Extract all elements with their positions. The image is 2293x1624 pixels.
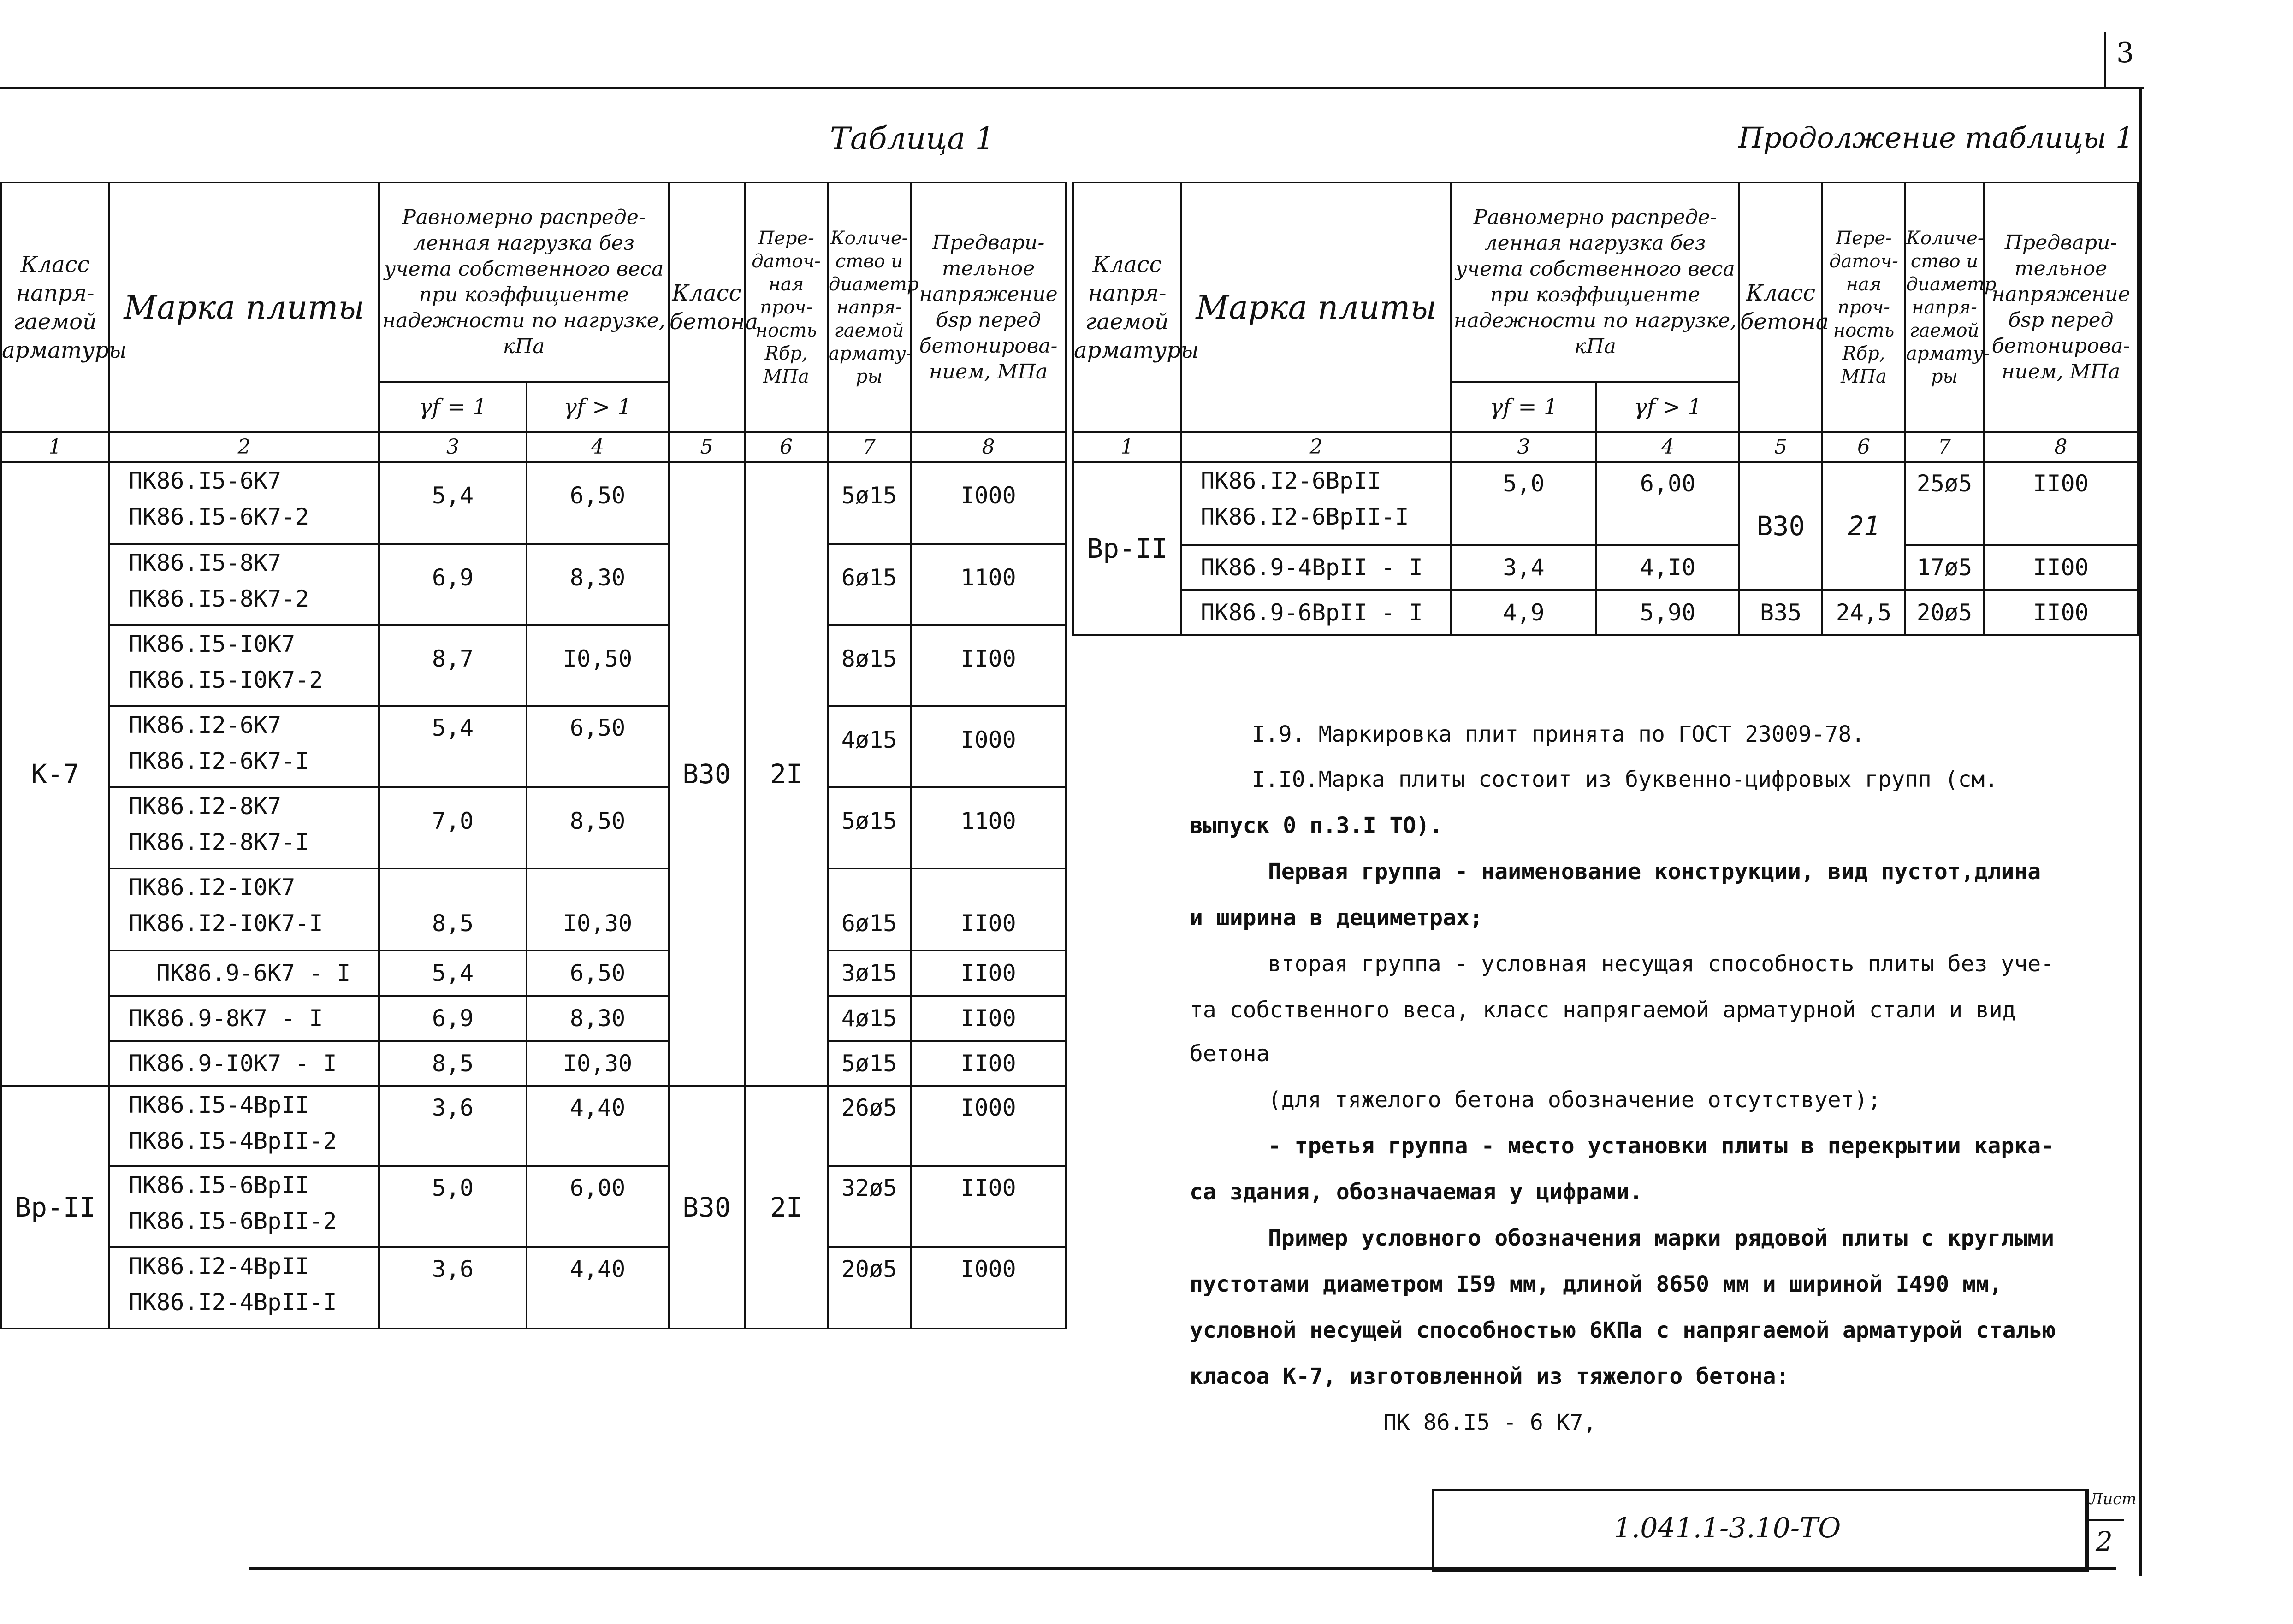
- column-numbers-row: [1, 432, 1066, 462]
- prestress: II00: [911, 1041, 1066, 1086]
- header-concrete-class: Класс бетона: [1739, 183, 1822, 432]
- load-gf2: 4,I0: [1596, 545, 1739, 590]
- prestress: II00: [1984, 545, 2138, 590]
- col-num: 7: [828, 432, 911, 462]
- mark-cell: ПК86.9-6К7 - I: [109, 951, 379, 996]
- col-num: 4: [527, 432, 669, 462]
- mark-cell: ПК86.I5-I0К7 ПК86.I5-I0К7-2: [109, 625, 379, 706]
- header-transfer-strength: Пере-даточ-ная проч-ность Rбр, МПа: [1822, 183, 1905, 432]
- rebar-count: 5ø15: [828, 1041, 911, 1086]
- prestress: I000: [911, 1247, 1066, 1329]
- mark-cell: ПК86.9-6ВрII - I: [1181, 590, 1451, 635]
- load-gf1: 5,4: [379, 462, 527, 544]
- paragraph-1-10-line1: I.I0.Марка плиты состоит из буквенно-цифровых групп (см.: [1252, 767, 1998, 792]
- table-row: [1, 706, 1066, 787]
- rebar-count: 6ø15: [828, 868, 911, 951]
- paragraph-second-group-line2: та собственного веса, класс напрягаемой арматурной стали и вид: [1190, 997, 2016, 1023]
- transfer-strength: 2I: [745, 1086, 828, 1329]
- load-gf2: 8,50: [527, 787, 669, 868]
- mark-cell: ПК86.I5-8К7 ПК86.I5-8К7-2: [109, 544, 379, 625]
- rebar-class-k7: К-7: [1, 462, 109, 1086]
- paragraph-example-line1: Пример условного обозначения марки рядовой плиты с круглыми: [1268, 1225, 2055, 1251]
- bottom-frame-line: [249, 1567, 2116, 1570]
- load-gf1: 6,9: [379, 544, 527, 625]
- table-row: [1, 625, 1066, 706]
- page-number: 3: [2116, 37, 2134, 69]
- rebar-count: 32ø5: [828, 1166, 911, 1247]
- rebar-class-bp: Вр-II: [1073, 462, 1181, 635]
- load-gf1: 5,4: [379, 951, 527, 996]
- paragraph-second-group-line3: бетона: [1190, 1041, 1270, 1067]
- table1: [0, 182, 1067, 1329]
- mark-cell: ПК86.I2-8К7 ПК86.I2-8К7-I: [109, 787, 379, 868]
- column-numbers-row: [1073, 432, 2138, 462]
- col-num: 5: [669, 432, 745, 462]
- table-row: [1, 462, 1066, 544]
- rebar-count: 5ø15: [828, 462, 911, 544]
- prestress: II00: [911, 868, 1066, 951]
- header-concrete-class: Класс бетона: [669, 183, 745, 432]
- col-num: 6: [1822, 432, 1905, 462]
- stamp-sheet-divider: [2085, 1489, 2087, 1570]
- header-rebar-class: Класс напря-гаемой арматуры: [1, 183, 109, 432]
- top-frame-line: [0, 87, 2144, 89]
- transfer-strength: 21: [1822, 462, 1905, 590]
- header-prestress: Предвари-тельное напряжение бsp перед бетонирова-нием, МПа: [911, 183, 1066, 432]
- table-row: [1, 1247, 1066, 1329]
- mark-cell: ПК86.9-4ВрII - I: [1181, 545, 1451, 590]
- rebar-count: 5ø15: [828, 787, 911, 868]
- prestress: 1100: [911, 787, 1066, 868]
- header-rebar-class: Класс напря-гаемой арматуры: [1073, 183, 1181, 432]
- load-gf1: 3,4: [1451, 545, 1596, 590]
- header-load: Равномерно распреде-ленная нагрузка без учета собственного веса при коэффициенте надежности по нагрузке, кПа: [1451, 183, 1739, 382]
- header-rebar-count: Количе-ство и диаметр напря-гаемой армату-ры: [1905, 183, 1984, 432]
- paragraph-example-line4: класоа К-7, изготовленной из тяжелого бетона:: [1190, 1364, 1789, 1389]
- load-gf1: 3,6: [379, 1247, 527, 1329]
- table-row: [1073, 545, 2138, 590]
- rebar-count: 4ø15: [828, 706, 911, 787]
- table1-cont-title: Продолжение таблицы 1: [1738, 121, 2134, 154]
- header-load: Равномерно распреде-ленная нагрузка без учета собственного веса при коэффициенте надежности по нагрузке, кПа: [379, 183, 669, 382]
- load-gf1: 3,6: [379, 1086, 527, 1166]
- load-gf1: 8,5: [379, 1041, 527, 1086]
- mark-cell: ПК86.I2-6ВрII ПК86.I2-6ВрII-I: [1181, 462, 1451, 545]
- load-gf2: 4,40: [527, 1247, 669, 1329]
- header-gf2: γf > 1: [1596, 382, 1739, 432]
- col-num: 4: [1596, 432, 1739, 462]
- col-num: 3: [379, 432, 527, 462]
- load-gf2: I0,30: [527, 868, 669, 951]
- table-row: [1, 951, 1066, 996]
- transfer-strength: 24,5: [1822, 590, 1905, 635]
- load-gf1: 8,7: [379, 625, 527, 706]
- table-row: [1073, 590, 2138, 635]
- rebar-count: 4ø15: [828, 996, 911, 1041]
- header-gf1: γf = 1: [1451, 382, 1596, 432]
- paragraph-third-group-line2: са здания, обозначаемая у цифрами.: [1190, 1179, 1643, 1205]
- stamp-sheet-label: Лист: [2090, 1490, 2137, 1508]
- concrete-class: В35: [1739, 590, 1822, 635]
- load-gf1: 5,0: [1451, 462, 1596, 545]
- transfer-strength: 2I: [745, 462, 828, 1086]
- table1-title: Таблица 1: [830, 121, 995, 156]
- col-num: 2: [109, 432, 379, 462]
- prestress: 1100: [911, 544, 1066, 625]
- col-num: 2: [1181, 432, 1451, 462]
- header-rebar-count: Количе-ство и диаметр напря-гаемой армату-ры: [828, 183, 911, 432]
- prestress: I000: [911, 706, 1066, 787]
- right-frame-line: [2139, 87, 2142, 1576]
- load-gf2: 6,50: [527, 462, 669, 544]
- rebar-count: 25ø5: [1905, 462, 1984, 545]
- load-gf2: 6,00: [1596, 462, 1739, 545]
- prestress: II00: [1984, 462, 2138, 545]
- paragraph-second-group-line1: вторая группа - условная несущая способность плиты без уче-: [1268, 951, 2055, 977]
- paragraph-example-line2: пустотами диаметром I59 мм, длиной 8650 мм и шириной I490 мм,: [1190, 1271, 2003, 1297]
- paragraph-example-line3: условной несущей способностью 6КПа с напрягаемой арматурой сталью: [1190, 1317, 2056, 1343]
- prestress: II00: [911, 625, 1066, 706]
- header-transfer-strength: Пере-даточ-ная проч-ность Rбр, МПа: [745, 183, 828, 432]
- mark-cell: ПК86.I5-6ВрII ПК86.I5-6ВрII-2: [109, 1166, 379, 1247]
- header-mark: Марка плиты: [109, 183, 379, 432]
- stamp-sheet-number: 2: [2096, 1526, 2113, 1557]
- rebar-class-bp: Вр-II: [1, 1086, 109, 1329]
- table-row: [1073, 462, 2138, 545]
- col-num: 1: [1073, 432, 1181, 462]
- example-designation: ПК 86.I5 - 6 К7,: [1383, 1410, 1597, 1435]
- col-num: 8: [1984, 432, 2138, 462]
- load-gf2: I0,50: [527, 625, 669, 706]
- load-gf1: 8,5: [379, 868, 527, 951]
- table-row: [1, 1041, 1066, 1086]
- table-row: [1, 1166, 1066, 1247]
- table-row: [1, 787, 1066, 868]
- mark-cell: ПК86.I2-6К7 ПК86.I2-6К7-I: [109, 706, 379, 787]
- header-gf2: γf > 1: [527, 382, 669, 432]
- load-gf1: 6,9: [379, 996, 527, 1041]
- mark-cell: ПК86.9-8К7 - I: [109, 996, 379, 1041]
- header-prestress: Предвари-тельное напряжение бsp перед бетонирова-нием, МПа: [1984, 183, 2138, 432]
- paragraph-third-group-line1: - третья группа - место установки плиты в перекрытии карка-: [1268, 1133, 2055, 1159]
- rebar-count: 3ø15: [828, 951, 911, 996]
- paragraph-1-9: I.9. Маркировка плит принята по ГОСТ 23009-78.: [1252, 721, 1865, 747]
- concrete-class: В30: [669, 462, 745, 1086]
- mark-cell: ПК86.I2-I0К7 ПК86.I2-I0К7-I: [109, 868, 379, 951]
- col-num: 5: [1739, 432, 1822, 462]
- concrete-class: В30: [1739, 462, 1822, 590]
- prestress: I000: [911, 1086, 1066, 1166]
- rebar-count: 20ø5: [1905, 590, 1984, 635]
- col-num: 6: [745, 432, 828, 462]
- table-row: [1, 1086, 1066, 1166]
- table-row: [1, 868, 1066, 951]
- mark-cell: ПК86.9-I0К7 - I: [109, 1041, 379, 1086]
- paragraph-1-10-line2: выпуск 0 п.3.I ТО).: [1190, 813, 1443, 839]
- load-gf1: 5,0: [379, 1166, 527, 1247]
- table-row: [1, 996, 1066, 1041]
- paragraph-first-group-line1: Первая группа - наименование конструкции, вид пустот,длина: [1268, 859, 2041, 885]
- load-gf2: 5,90: [1596, 590, 1739, 635]
- col-num: 1: [1, 432, 109, 462]
- header-gf1: γf = 1: [379, 382, 527, 432]
- load-gf1: 7,0: [379, 787, 527, 868]
- load-gf1: 5,4: [379, 706, 527, 787]
- mark-cell: ПК86.I5-6К7 ПК86.I5-6К7-2: [109, 462, 379, 544]
- prestress: II00: [1984, 590, 2138, 635]
- rebar-count: 17ø5: [1905, 545, 1984, 590]
- col-num: 7: [1905, 432, 1984, 462]
- prestress: I000: [911, 462, 1066, 544]
- load-gf1: 4,9: [1451, 590, 1596, 635]
- load-gf2: 8,30: [527, 544, 669, 625]
- rebar-count: 6ø15: [828, 544, 911, 625]
- load-gf2: 6,00: [527, 1166, 669, 1247]
- prestress: II00: [911, 996, 1066, 1041]
- page-number-divider: [2104, 32, 2106, 87]
- load-gf2: 4,40: [527, 1086, 669, 1166]
- load-gf2: 8,30: [527, 996, 669, 1041]
- paragraph-first-group-line2: и ширина в дециметрах;: [1190, 905, 1483, 931]
- table1-continuation: [1072, 182, 2139, 636]
- mark-cell: ПК86.I5-4ВрII ПК86.I5-4ВрII-2: [109, 1086, 379, 1166]
- load-gf2: 6,50: [527, 951, 669, 996]
- col-num: 3: [1451, 432, 1596, 462]
- rebar-count: 20ø5: [828, 1247, 911, 1329]
- mark-cell: ПК86.I2-4ВрII ПК86.I2-4ВрII-I: [109, 1247, 379, 1329]
- table-row: [1, 544, 1066, 625]
- rebar-count: 8ø15: [828, 625, 911, 706]
- stamp-code: 1.041.1-3.10-ТО: [1614, 1512, 1841, 1544]
- prestress: II00: [911, 951, 1066, 996]
- paragraph-heavy-concrete: (для тяжелого бетона обозначение отсутствует);: [1268, 1087, 1881, 1113]
- stamp-sheet-line: [2087, 1519, 2124, 1521]
- prestress: II00: [911, 1166, 1066, 1247]
- header-mark: Марка плиты: [1181, 183, 1451, 432]
- concrete-class: В30: [669, 1086, 745, 1329]
- load-gf2: 6,50: [527, 706, 669, 787]
- load-gf2: I0,30: [527, 1041, 669, 1086]
- rebar-count: 26ø5: [828, 1086, 911, 1166]
- col-num: 8: [911, 432, 1066, 462]
